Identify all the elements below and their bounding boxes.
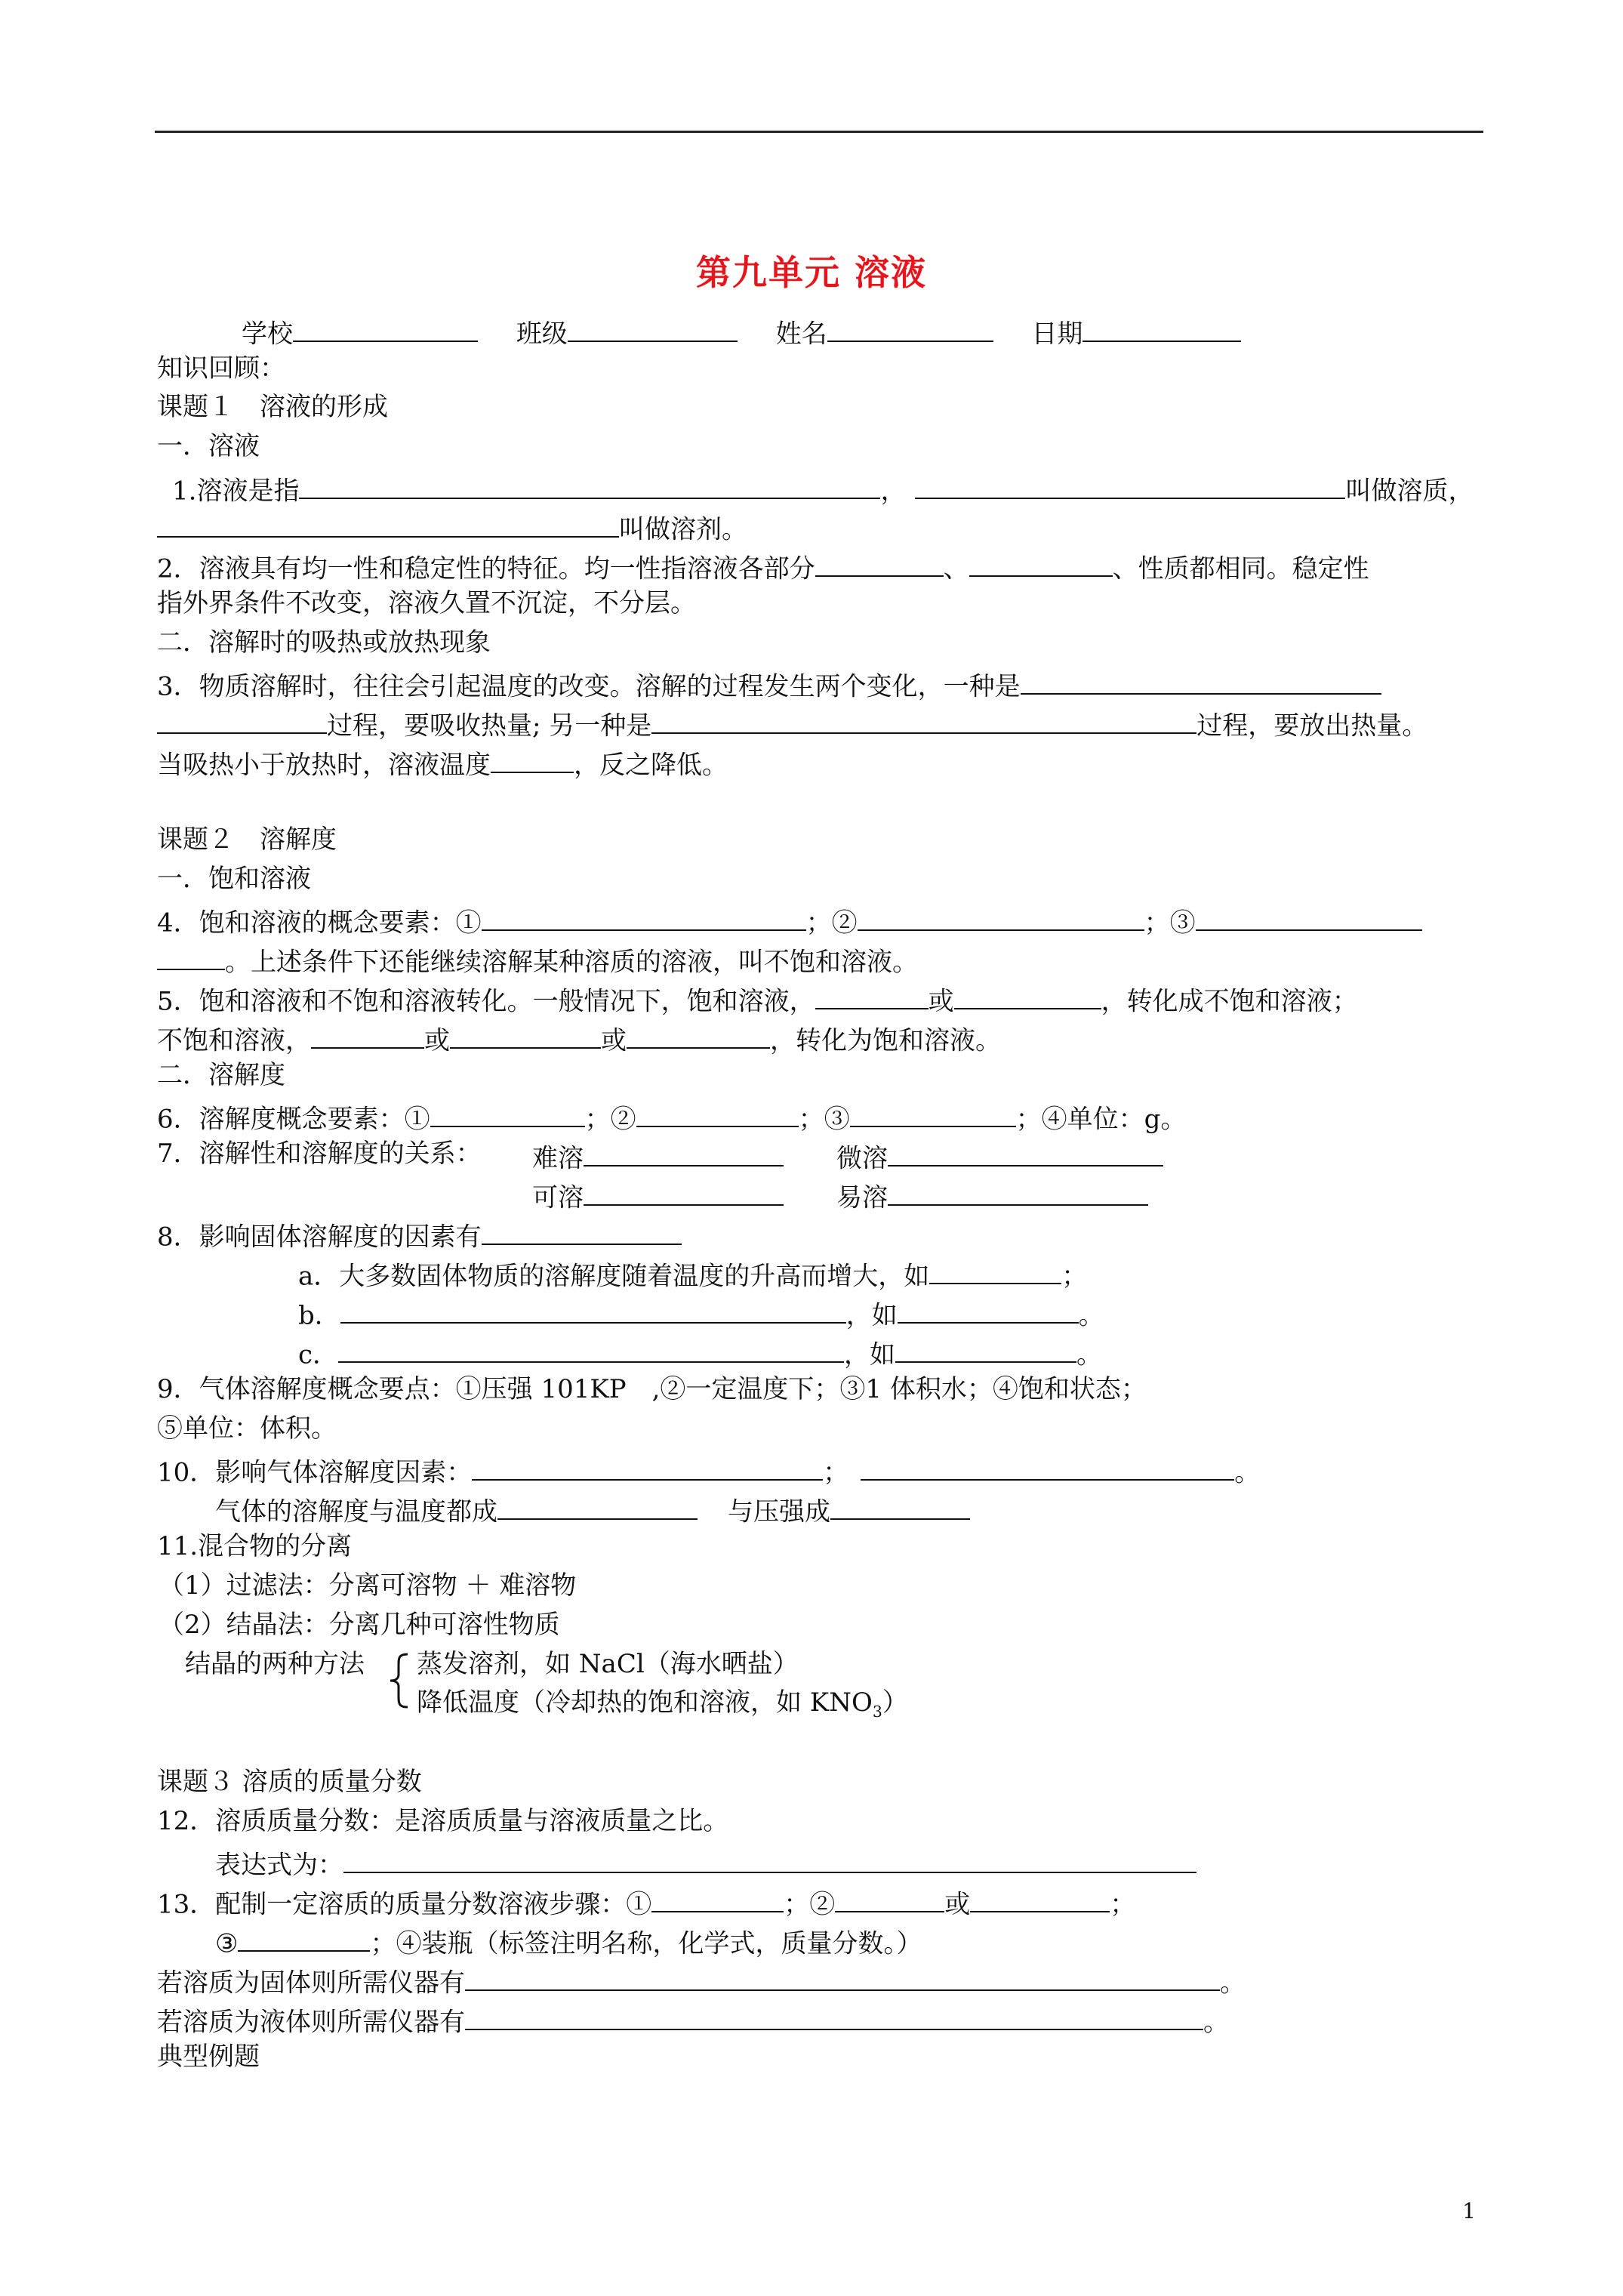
q4-text: 4．饱和溶液的概念要素：① [157, 908, 482, 938]
q7-insoluble-blank[interactable] [584, 1141, 784, 1166]
q13-blank-1[interactable] [651, 1887, 784, 1912]
q11-cooling [417, 1687, 908, 1721]
q15-end: 。 [1203, 2007, 1229, 2038]
q13-or: 或 [944, 1889, 971, 1920]
q10-sep: ； [823, 1457, 849, 1488]
q3-blank-3[interactable] [651, 708, 1196, 734]
q5-blank-3[interactable] [311, 1023, 424, 1049]
q6-blank-1[interactable] [430, 1102, 585, 1127]
page-title: 第九单元 溶液 [695, 252, 927, 293]
q6-blank-3[interactable] [850, 1102, 1016, 1127]
q13-line-2 [215, 1926, 922, 1959]
q8c-blank-1[interactable] [338, 1337, 844, 1363]
q3-text: 3．物质溶解时，往往会引起温度的改变。溶解的过程发生两个变化，一种是 [157, 671, 1021, 702]
q10-end: 。 [1234, 1457, 1261, 1488]
q4-blank-4[interactable] [157, 945, 225, 970]
lesson1-heading: 课题１ 溶液的形成 [157, 392, 388, 422]
q11-subscript: 3 [872, 1702, 882, 1721]
q8b-blank-2[interactable] [898, 1298, 1079, 1324]
q6-line [157, 1102, 1187, 1135]
q8b-blank-1[interactable] [340, 1298, 846, 1324]
q4-blank-3[interactable] [1196, 905, 1422, 931]
q5-blank-5[interactable] [627, 1023, 770, 1049]
q11-methods-label: 结晶的两种方法 [185, 1649, 365, 1679]
page-number: 1 [1462, 2199, 1476, 2224]
q12-line-2 [215, 1848, 1196, 1881]
q3-line-2 [157, 708, 1428, 741]
q13-step3: ③ [215, 1928, 239, 1959]
q3-line-3 [157, 747, 728, 781]
q8a-line [298, 1259, 1088, 1292]
q1-solvent-text: 叫做溶剂。 [619, 514, 747, 545]
q3-blank-4[interactable] [491, 747, 574, 773]
q4-sep-2: ；③ [1144, 908, 1196, 938]
q10-pressure-text: 与压强成 [728, 1496, 830, 1527]
q5-line-2 [157, 1023, 1001, 1056]
q5-text-4: ，转化为饱和溶液。 [770, 1025, 1001, 1056]
q10-temp-text: 气体的溶解度与温度都成 [215, 1496, 497, 1527]
q6-blank-2[interactable] [636, 1102, 799, 1127]
q11-crystallization: （2）结晶法：分离几种可溶性物质 [159, 1610, 560, 1640]
q10-blank-1[interactable] [472, 1455, 823, 1481]
q10-line [157, 1455, 1261, 1488]
q5-or-3: 或 [601, 1025, 627, 1056]
q5-text-3: 不饱和溶液， [157, 1025, 311, 1056]
q1-text: 1.溶液是指 [172, 476, 300, 507]
q3-blank-1[interactable] [1021, 669, 1381, 695]
lesson3-heading: 课题３ 溶质的质量分数 [157, 1767, 422, 1797]
q12-line: 12．溶质质量分数：是溶质质量与溶液质量之比。 [157, 1806, 729, 1836]
q15-line [157, 2005, 1229, 2038]
q2-blank-2[interactable] [969, 551, 1113, 577]
q13-blank-3[interactable] [970, 1887, 1110, 1912]
q13-sep-2: ； [1110, 1889, 1136, 1920]
q5-text: 5．饱和溶液和不饱和溶液转化。一般情况下，饱和溶液， [157, 986, 815, 1017]
q5-blank-2[interactable] [954, 984, 1101, 1009]
q13-line [157, 1887, 1136, 1920]
q12-formula-label: 表达式为： [215, 1850, 343, 1881]
lesson2-section1: 一．饱和溶液 [157, 864, 311, 894]
q3-text-3: 过程，要放出热量。 [1196, 710, 1428, 741]
q11-cooling-text: 降低温度（冷却热的饱和溶液，如 KNO [417, 1687, 873, 1718]
q8c-end: 。 [1076, 1339, 1103, 1370]
q6-unit: ；④单位：g。 [1015, 1104, 1187, 1135]
q7-easily-label: 易溶 [836, 1182, 888, 1213]
q8c-text-2: ，如 [844, 1339, 896, 1370]
q1-blank-2[interactable] [915, 473, 1345, 499]
q2-line [157, 551, 1369, 584]
q2-line-2: 指外界条件不改变，溶液久置不沉淀，不分层。 [157, 588, 696, 618]
q10-temp-blank[interactable] [497, 1494, 698, 1520]
q8c-line [298, 1337, 1103, 1370]
q5-line [157, 984, 1358, 1017]
q5-text-2: ，转化成不饱和溶液； [1101, 986, 1358, 1017]
q14-line [157, 1965, 1246, 1999]
q1-comma: ， [880, 476, 907, 507]
q1-solute-text: 叫做溶质， [1345, 476, 1474, 507]
q6-sep-2: ；③ [798, 1104, 850, 1135]
q11-heading: 11.混合物的分离 [157, 1531, 353, 1561]
q13-text: 13．配制一定溶质的质量分数溶液步骤：① [157, 1889, 652, 1920]
q5-or-1: 或 [928, 986, 954, 1017]
q6-text: 6．溶解度概念要素：① [157, 1104, 430, 1135]
q12-formula-blank[interactable] [343, 1848, 1196, 1873]
q4-blank-1[interactable] [482, 905, 806, 931]
lesson2-heading: 课题２ 溶解度 [157, 824, 337, 855]
q1-blank-1[interactable] [299, 473, 880, 499]
q13-blank-4[interactable] [238, 1926, 370, 1952]
q2-text-2: 、性质都相同。稳定性 [1112, 553, 1369, 584]
lesson2-section2: 二．溶解度 [157, 1060, 285, 1090]
q8b-text: b． [298, 1300, 340, 1331]
q8a-end: ； [1061, 1261, 1088, 1292]
q13-sep-1: ；② [784, 1889, 836, 1920]
q8a-text: a．大多数固体物质的溶解度随着温度的升高而增大，如 [298, 1261, 930, 1292]
q11-evaporation: 蒸发溶剂，如 NaCl（海水晒盐） [417, 1649, 799, 1679]
q8c-text: c． [298, 1339, 339, 1370]
q7-line [157, 1139, 482, 1169]
q8a-blank[interactable] [929, 1259, 1061, 1284]
review-heading: 知识回顾： [157, 353, 285, 384]
q4-blank-2[interactable] [858, 905, 1144, 931]
q14-end: 。 [1220, 1968, 1246, 1999]
name-blank[interactable] [827, 316, 993, 342]
q7-easily [836, 1180, 1148, 1213]
q10-text: 10．影响气体溶解度因素： [157, 1457, 473, 1488]
date-blank[interactable] [1083, 316, 1241, 342]
q7-text: 7．溶解性和溶解度的关系： [157, 1139, 482, 1169]
q7-insoluble [532, 1141, 784, 1174]
q8-line [157, 1219, 682, 1253]
q5-blank-1[interactable] [815, 984, 929, 1009]
q6-sep-1: ；② [584, 1104, 636, 1135]
q10-blank-2[interactable] [861, 1455, 1234, 1481]
q7-slightly [836, 1141, 1163, 1174]
q7-soluble [532, 1180, 784, 1213]
header-rule [155, 131, 1483, 133]
school-blank[interactable] [293, 316, 478, 342]
q5-or-2: 或 [424, 1025, 450, 1056]
q2-sep: 、 [943, 553, 969, 584]
q9-line: 9．气体溶解度概念要点：①压强 101KP ,②一定温度下；③1 体积水；④饱和状态； [157, 1374, 1147, 1404]
q1-blank-3[interactable] [157, 512, 619, 538]
examples-heading: 典型例题 [157, 2042, 260, 2072]
q14-blank[interactable] [465, 1965, 1220, 1991]
q5-blank-4[interactable] [450, 1023, 601, 1049]
q15-text: 若溶质为液体则所需仪器有 [157, 2007, 465, 2038]
q3-text-2: 过程，要吸收热量; 另一种是 [327, 710, 652, 741]
q1-line [172, 473, 1474, 507]
q13-blank-2[interactable] [835, 1887, 944, 1912]
q7-soluble-label: 可溶 [532, 1182, 584, 1213]
q8-blank[interactable] [482, 1219, 682, 1245]
class-blank[interactable] [568, 316, 738, 342]
school-label: 学校 [242, 319, 293, 350]
info-line [242, 316, 1241, 350]
q8b-text-2: ，如 [845, 1300, 898, 1331]
q7-easily-blank[interactable] [888, 1180, 1148, 1206]
lesson1-section1: 一．溶液 [157, 431, 260, 461]
q15-blank[interactable] [465, 2005, 1203, 2030]
q10-line-2 [215, 1494, 970, 1527]
lesson1-section2: 二．溶解时的吸热或放热现象 [157, 627, 491, 658]
q7-slightly-blank[interactable] [888, 1141, 1163, 1166]
q3-blank-2[interactable] [157, 708, 327, 734]
q10-pressure-blank[interactable] [830, 1494, 970, 1520]
q11-cooling-end: ） [882, 1687, 908, 1718]
q8b-line [298, 1298, 1104, 1331]
q2-blank-1[interactable] [815, 551, 944, 577]
q3-text-4: 当吸热小于放热时，溶液温度 [157, 750, 491, 781]
q7-slightly-label: 微溶 [836, 1143, 888, 1174]
q8c-blank-2[interactable] [895, 1337, 1076, 1363]
brace-icon [387, 1652, 414, 1709]
q14-text: 若溶质为固体则所需仪器有 [157, 1968, 465, 1999]
date-label: 日期 [1031, 319, 1083, 350]
q7-insoluble-label: 难溶 [532, 1143, 584, 1174]
q4-sep-1: ；② [805, 908, 858, 938]
q4-line-2 [157, 945, 918, 978]
q9-line-2: ⑤单位：体积。 [157, 1413, 337, 1444]
name-label: 姓名 [775, 319, 827, 350]
q3-line [157, 669, 1381, 702]
q4-line [157, 905, 1422, 938]
q7-soluble-blank[interactable] [584, 1180, 784, 1206]
q8b-end: 。 [1078, 1300, 1104, 1331]
class-label: 班级 [516, 319, 568, 350]
q13-text-2: ；④装瓶（标签注明名称，化学式，质量分数。） [370, 1928, 922, 1959]
q2-text: 2．溶液具有均一性和稳定性的特征。均一性指溶液各部分 [157, 553, 815, 584]
q3-text-5: ，反之降低。 [574, 750, 728, 781]
q8-text: 8．影响固体溶解度的因素有 [157, 1222, 482, 1253]
q4-text-2: 。上述条件下还能继续溶解某种溶质的溶液，叫不饱和溶液。 [225, 947, 918, 978]
q11-filtration: （1）过滤法：分离可溶物 ＋ 难溶物 [159, 1570, 577, 1601]
q1-line-2 [157, 512, 747, 545]
